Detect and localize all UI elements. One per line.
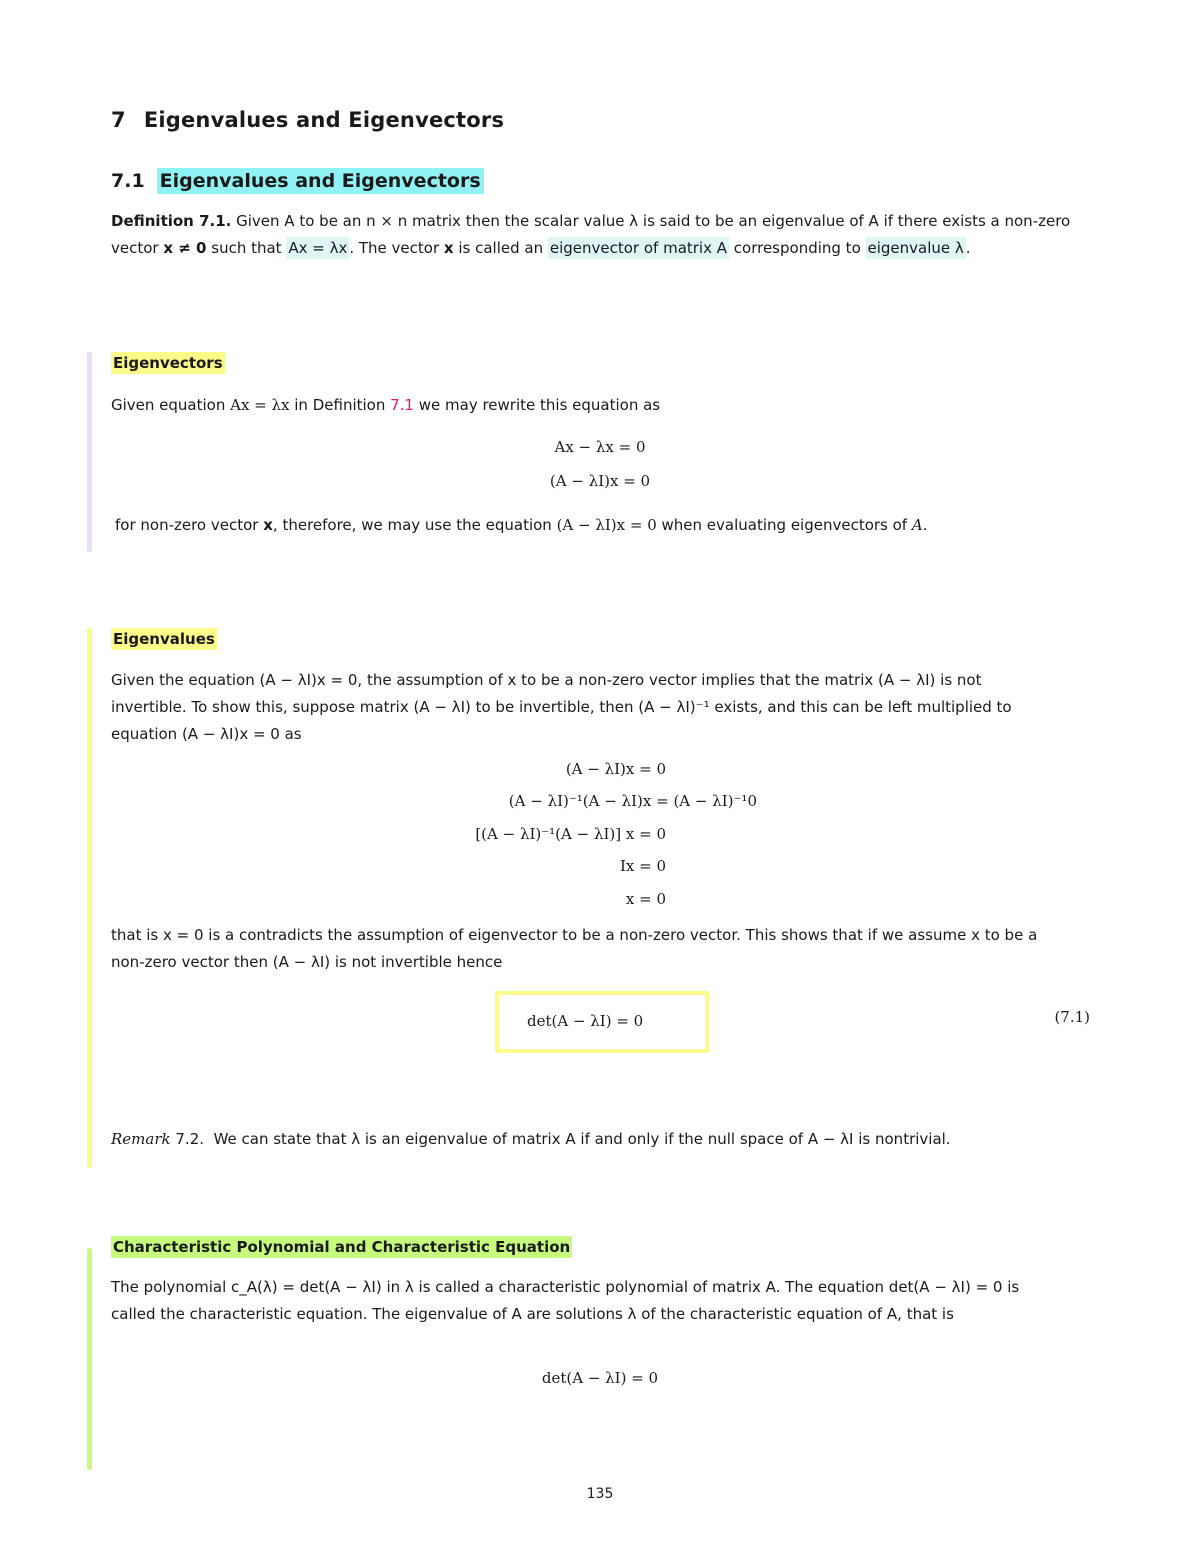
definition-label: Definition 7.1. [111,212,232,230]
ev-text: for non-zero vector [115,516,264,534]
charpoly-title-text: Characteristic Polynomial and Characteristic Equation [113,1238,571,1256]
def-math: x ≠ 0 [163,239,207,257]
def-math: x [443,239,454,257]
eigenvalues-eq-2: (A − λI)⁻¹(A − λI)x = (A − λI)⁻¹0 [508,792,757,810]
ev-math: (A − λI)x = 0 [556,516,657,534]
def-highlight-eigenvector: eigenvector of matrix A [549,239,728,257]
remark-number: 7.2. [170,1130,205,1148]
boxed-equation: det(A − λI) = 0 [527,1012,644,1030]
eigenvalues-paragraph-1 [111,667,1091,748]
definition-line-1 [111,208,1091,235]
section-heading [111,170,484,192]
ev-math: x [263,516,273,534]
eigenvalues-paragraph-2 [111,922,1091,976]
eigenvectors-intro [111,392,1091,419]
definition-link[interactable]: 7.1 [390,396,414,414]
eigenvalues-title-text: Eigenvalues [113,630,215,648]
eigenvalues-eq-1: (A − λI)x = 0 [565,760,666,778]
ev-text: in Definition [289,396,391,414]
remark-text: We can state that λ is an eigenvalue of matrix A if and only if the null space of A − λI is nontrivial. [213,1130,951,1148]
definition-line-2 [111,235,1091,262]
ev-text: , therefore, we may use the equation [272,516,557,534]
def-text: is called an [453,239,548,257]
eigenvectors-title [111,354,225,372]
charpoly-title [111,1238,572,1256]
def-text: vector [111,239,164,257]
def-highlight-eigenvalue: eigenvalue λ [867,239,964,257]
def-text: . [965,239,971,257]
charpoly-line-2: called the characteristic equation. The eigenvalue of A are solutions λ of the characteristic equation of A, that is [111,1305,954,1323]
eigenvalues-eq-4: Ix = 0 [619,857,666,875]
eigenvectors-eq-1: Ax − λx = 0 [554,438,646,456]
page-number: 135 [586,1486,614,1502]
eigenvalues-eq-3: [(A − λI)⁻¹(A − λI)] x = 0 [475,825,666,843]
eigenvalues-p2-line-2: non-zero vector then (A − λI) is not invertible hence [111,953,503,971]
section-title: Eigenvalues and Eigenvectors [157,168,484,194]
definition-text-1: Given A to be an n × n matrix then the scalar value λ is said to be an eigenvalue of A if there exists a non-zero [236,212,1071,230]
eigenvalues-p1-line-2: invertible. To show this, suppose matrix (A − λI) to be invertible, then (A − λI)⁻¹ exists, and this can be left multiplied to [111,698,1012,716]
charpoly-paragraph [111,1274,1091,1328]
ev-text: . [922,516,928,534]
eigenvectors-title-text: Eigenvectors [113,354,223,372]
def-text: corresponding to [729,239,866,257]
eigenvectors-eq-2: (A − λI)x = 0 [549,472,651,490]
boxed-equation-frame [495,991,709,1053]
def-text: . The vector [349,239,444,257]
eigenvalues-title [111,630,217,648]
ev-text: Given equation [111,396,231,414]
equation-number: (7.1) [1054,1008,1090,1026]
eigenvalues-p2-line-1: that is x = 0 is a contradicts the assumption of eigenvector to be a non-zero vector. This shows that if we assume x to be a [111,926,1038,944]
eigenvalues-p1-line-3: equation (A − λI)x = 0 as [111,725,302,743]
charpoly-line-1: The polynomial c_A(λ) = det(A − λI) in λ is called a characteristic polynomial of matrix A. The equation det(A − λI) = 0 is [111,1278,1020,1296]
ev-math: Ax = λx [230,396,290,414]
eigenvalues-eq-5: x = 0 [625,890,666,908]
eigenvectors-outro [115,512,1095,539]
remark-paragraph [111,1126,1091,1153]
section-number: 7.1 [111,170,145,192]
def-text: such that [206,239,287,257]
eigenvalues-margin-bar [87,628,92,1168]
chapter-number: 7 [111,108,126,132]
charpoly-margin-bar [87,1248,92,1470]
chapter-title: Eigenvalues and Eigenvectors [143,108,505,132]
def-highlight-equation: Ax = λx [288,239,348,257]
definition-paragraph [111,208,1091,262]
eigenvalues-p1-line-1: Given the equation (A − λI)x = 0, the assumption of x to be a non-zero vector implies that the matrix (A − λI) is not [111,671,982,689]
remark-label: Remark [111,1130,171,1148]
chapter-heading [111,108,504,132]
ev-math: A [911,516,923,534]
ev-text: we may rewrite this equation as [413,396,661,414]
ev-text: when evaluating eigenvectors of [656,516,912,534]
charpoly-equation: det(A − λI) = 0 [541,1369,659,1387]
